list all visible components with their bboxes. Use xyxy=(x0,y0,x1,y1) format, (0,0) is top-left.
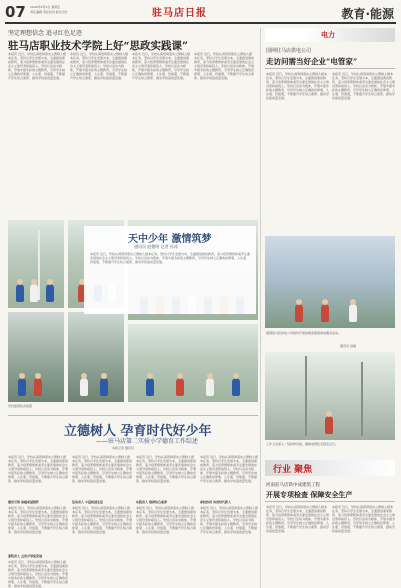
school-body-col3b: 本报讯 近日，学校认真贯彻落实立德树人根本任务，坚持以学生发展为本，全面推进素质教育，着力培养德智体美劳全面发展的社会主义建设者和接班人。学校以活动为载体，开展丰富多彩的主题教育，引导学生树立正确的世界观、人生观、价值观，不断提升学生综合素养，推动学校高质量发展。 xyxy=(136,506,197,534)
basketball-photo-bottom-left xyxy=(8,312,64,402)
school-body-col3: 本报讯 近日，学校认真贯彻落实立德树人根本任务，坚持以学生发展为本，全面推进素质教育，着力培养德智体美劳全面发展的社会主义建设者和接班人。学校以活动为载体，开展丰富多彩的主题教育，引导学生树立正确的世界观、人生观、价值观，不断提升学生综合素养，推动学校高质量发展。 xyxy=(136,455,197,483)
top-story-body-col3: 本报讯 近日，学校认真贯彻落实立德树人根本任务，坚持以学生发展为本，全面推进素质教育，着力培养德智体美劳全面发展的社会主义建设者和接班人。学校以活动为载体，开展丰富多彩的主题教育，引导学生树立正确的世界观、人生观、价值观，不断提升学生综合素养，推动学校高质量发展。 xyxy=(132,52,190,80)
school-body-col2b: 本报讯 近日，学校认真贯彻落实立德树人根本任务，坚持以学生发展为本，全面推进素质教育，着力培养德智体美劳全面发展的社会主义建设者和接班人。学校以活动为载体，开展丰富多彩的主题教育，引导学生树立正确的世界观、人生观、价值观，不断提升学生综合素养，推动学校高质量发展。 xyxy=(72,506,133,534)
school-section2: 课程育人 五育并举促发展 xyxy=(8,554,43,558)
school-body-col4b: 本报讯 近日，学校认真贯彻落实立德树人根本任务，坚持以学生发展为本，全面推进素质教育，着力培养德智体美劳全面发展的社会主义建设者和接班人。学校以活动为载体，开展丰富多彩的主题教育，引导学生树立正确的世界观、人生观、价值观，不断提升学生综合素养，推动学校高质量发展。 xyxy=(200,506,258,534)
top-story-body-col4: 本报讯 近日，学校认真贯彻落实立德树人根本任务，坚持以学生发展为本，全面推进素质教育，着力培养德智体美劳全面发展的社会主义建设者和接班人。学校以活动为载体，开展丰富多彩的主题教育，引导学生树立正确的世界观、人生观、价值观，不断提升学生综合素养，推动学校高质量发展。 xyxy=(194,52,255,80)
school-body-col2: 本报讯 近日，学校认真贯彻落实立德树人根本任务，坚持以学生发展为本，全面推进素质教育，着力培养德智体美劳全面发展的社会主义建设者和接班人。学校以活动为载体，开展丰富多彩的主题教育，引导学生树立正确的世界观、人生观、价值观，不断提升学生综合素养，推动学校高质量发展。 xyxy=(72,455,133,483)
school-body-col1c: 本报讯 近日，学校认真贯彻落实立德树人根本任务，坚持以学生发展为本，全面推进素质教育，着力培养德智体美劳全面发展的社会主义建设者和接班人。学校以活动为载体，开展丰富多彩的主题教育，引导学生树立正确的世界观、人生观、价值观，不断提升学生综合素养，推动学校高质量发展。 xyxy=(8,560,69,588)
school-section1: 德育引领 厚植家国情怀 xyxy=(8,500,40,504)
power-photo-top xyxy=(265,236,395,328)
power-banner xyxy=(265,28,395,42)
masthead-rule xyxy=(5,22,396,24)
school-byline: 本报记者 通讯员 xyxy=(112,446,134,450)
power-rule xyxy=(265,68,395,69)
industry-banner xyxy=(265,460,395,476)
power-body-col2: 本报讯 近日，学校认真贯彻落实立德树人根本任务，坚持以学生发展为本，全面推进素质教育，着力培养德智体美劳全面发展的社会主义建设者和接班人。学校以活动为载体，开展丰富多彩的主题教育，引导学生树立正确的世界观、人生观、价值观，不断提升学生综合素养，推动学校高质量发展。 xyxy=(332,72,396,100)
industry-title: 行业 聚焦 xyxy=(273,465,313,475)
top-story-body-col2: 本报讯 近日，学校认真贯彻落实立德树人根本任务，坚持以学生发展为本，全面推进素质教育，着力培养德智体美劳全面发展的社会主义建设者和接班人。学校以活动为载体，开展丰富多彩的主题教育，引导学生树立正确的世界观、人生观、价值观，不断提升学生综合素养，推动学校高质量发展。 xyxy=(70,52,128,80)
top-story-body: 本报讯 近日，学校认真贯彻落实立德树人根本任务，坚持以学生发展为本，全面推进素质教育，着力培养德智体美劳全面发展的社会主义建设者和接班人。学校以活动为载体，开展丰富多彩的主题教育，引导学生树立正确的世界观、人生观、价值观，不断提升学生综合素养，推动学校高质量发展。 xyxy=(8,52,66,80)
school-section3: 活动育人 丰富校园生活 xyxy=(72,500,104,504)
basketball-photo-bottom-right xyxy=(128,324,258,402)
industry-body-col2: 本报讯 近日，学校认真贯彻落实立德树人根本任务，坚持以学生发展为本，全面推进素质教育，着力培养德智体美劳全面发展的社会主义建设者和接班人。学校以活动为载体，开展丰富多彩的主题教育，引导学生树立正确的世界观、人生观、价值观，不断提升学生综合素养，推动学校高质量发展。 xyxy=(332,505,396,533)
sports-headline: 天中少年 激情筑梦 xyxy=(128,234,212,245)
school-section5: 家校协同 共育时代新人 xyxy=(200,500,232,504)
power-body-col1: 本报讯 近日，学校认真贯彻落实立德树人根本任务，坚持以学生发展为本，全面推进素质教育，着力培养德智体美劳全面发展的社会主义建设者和接班人。学校以活动为载体，开展丰富多彩的主题教育，引导学生树立正确的世界观、人生观、价值观，不断提升学生综合素养，推动学校高质量发展。 xyxy=(266,72,330,100)
date-line: 2024年8月9日 星期五 xyxy=(30,5,61,9)
power-caption-top: 国网驻马店供电公司组织开展迎峰度夏保供电服务活动。 xyxy=(266,331,342,335)
industry-headline: 开展专项检查 保障安全生产 xyxy=(266,490,353,499)
sports-byline: 通讯员 赵德明 记者 孙涛 xyxy=(134,244,178,249)
power-caption-bottom: 工作人员深入一线检修设备，确保电网安全稳定运行。 xyxy=(266,442,339,446)
industry-rule xyxy=(265,501,395,502)
page-number: 07 xyxy=(5,3,26,21)
school-rule xyxy=(8,415,258,416)
school-body-col1: 本报讯 近日，学校认真贯彻落实立德树人根本任务，坚持以学生发展为本，全面推进素质教育，着力培养德智体美劳全面发展的社会主义建设者和接班人。学校以活动为载体，开展丰富多彩的主题教育，引导学生树立正确的世界观、人生观、价值观，不断提升学生综合素养，推动学校高质量发展。 xyxy=(8,455,69,483)
power-photo-bottom xyxy=(265,352,395,440)
school-body-col4: 本报讯 近日，学校认真贯彻落实立德树人根本任务，坚持以学生发展为本，全面推进素质教育，着力培养德智体美劳全面发展的社会主义建设者和接班人。学校以活动为载体，开展丰富多彩的主题教育，引导学生树立正确的世界观、人生观、价值观，不断提升学生综合素养，推动学校高质量发展。 xyxy=(200,455,258,483)
sports-feature-box xyxy=(84,226,256,314)
basketball-photo-bottom-middle xyxy=(68,312,124,402)
school-subhead: ——驻马店第二实验小学德育工作综述 xyxy=(96,438,199,445)
industry-kicker: 河南驻马店新中成建筑工程 xyxy=(266,483,320,488)
editor-line: 责任编辑 责任校对 版式设计 xyxy=(30,10,68,14)
industry-body-col1: 本报讯 近日，学校认真贯彻落实立德树人根本任务，坚持以学生发展为本，全面推进素质教育，着力培养德智体美劳全面发展的社会主义建设者和接班人。学校以活动为载体，开展丰富多彩的主题教育，引导学生树立正确的世界观、人生观、价值观，不断提升学生综合素养，推动学校高质量发展。 xyxy=(266,505,330,533)
school-section4: 实践育人 培养综合素养 xyxy=(136,500,168,504)
paper-logo: 驻马店日报 xyxy=(152,8,207,19)
power-kicker: 国网驻马店供电公司 xyxy=(266,48,312,54)
sports-caption: 学校篮球队训练照 xyxy=(8,404,33,408)
school-headline: 立德树人 孕育时代好少年 xyxy=(64,424,212,439)
power-headline: 走访问需当好企业“电管家” xyxy=(266,57,358,66)
top-story-headline: 驻马店职业技术学院上好“思政实践课” xyxy=(8,40,189,52)
school-body-col1b: 本报讯 近日，学校认真贯彻落实立德树人根本任务，坚持以学生发展为本，全面推进素质教育，着力培养德智体美劳全面发展的社会主义建设者和接班人。学校以活动为载体，开展丰富多彩的主题教育，引导学生树立正确的世界观、人生观、价值观，不断提升学生综合素养，推动学校高质量发展。 xyxy=(8,506,69,534)
basketball-photo-left xyxy=(8,220,64,308)
top-story-kicker: 坚定理想信念 追寻红色足迹 xyxy=(8,30,82,37)
section-title: 教育·能源 xyxy=(341,7,394,21)
power-tag: 电力 xyxy=(321,31,335,39)
power-credit-top: 通讯员 供稿 xyxy=(340,344,356,348)
column-divider-right xyxy=(260,28,261,588)
sports-body: 本报讯 近日，学校认真贯彻落实立德树人根本任务，坚持以学生发展为本，全面推进素质教育，着力培养德智体美劳全面发展的社会主义建设者和接班人。学校以活动为载体，开展丰富多彩的主题教育，引导学生树立正确的世界观、人生观、价值观，不断提升学生综合素养，推动学校高质量发展。 xyxy=(90,252,250,264)
